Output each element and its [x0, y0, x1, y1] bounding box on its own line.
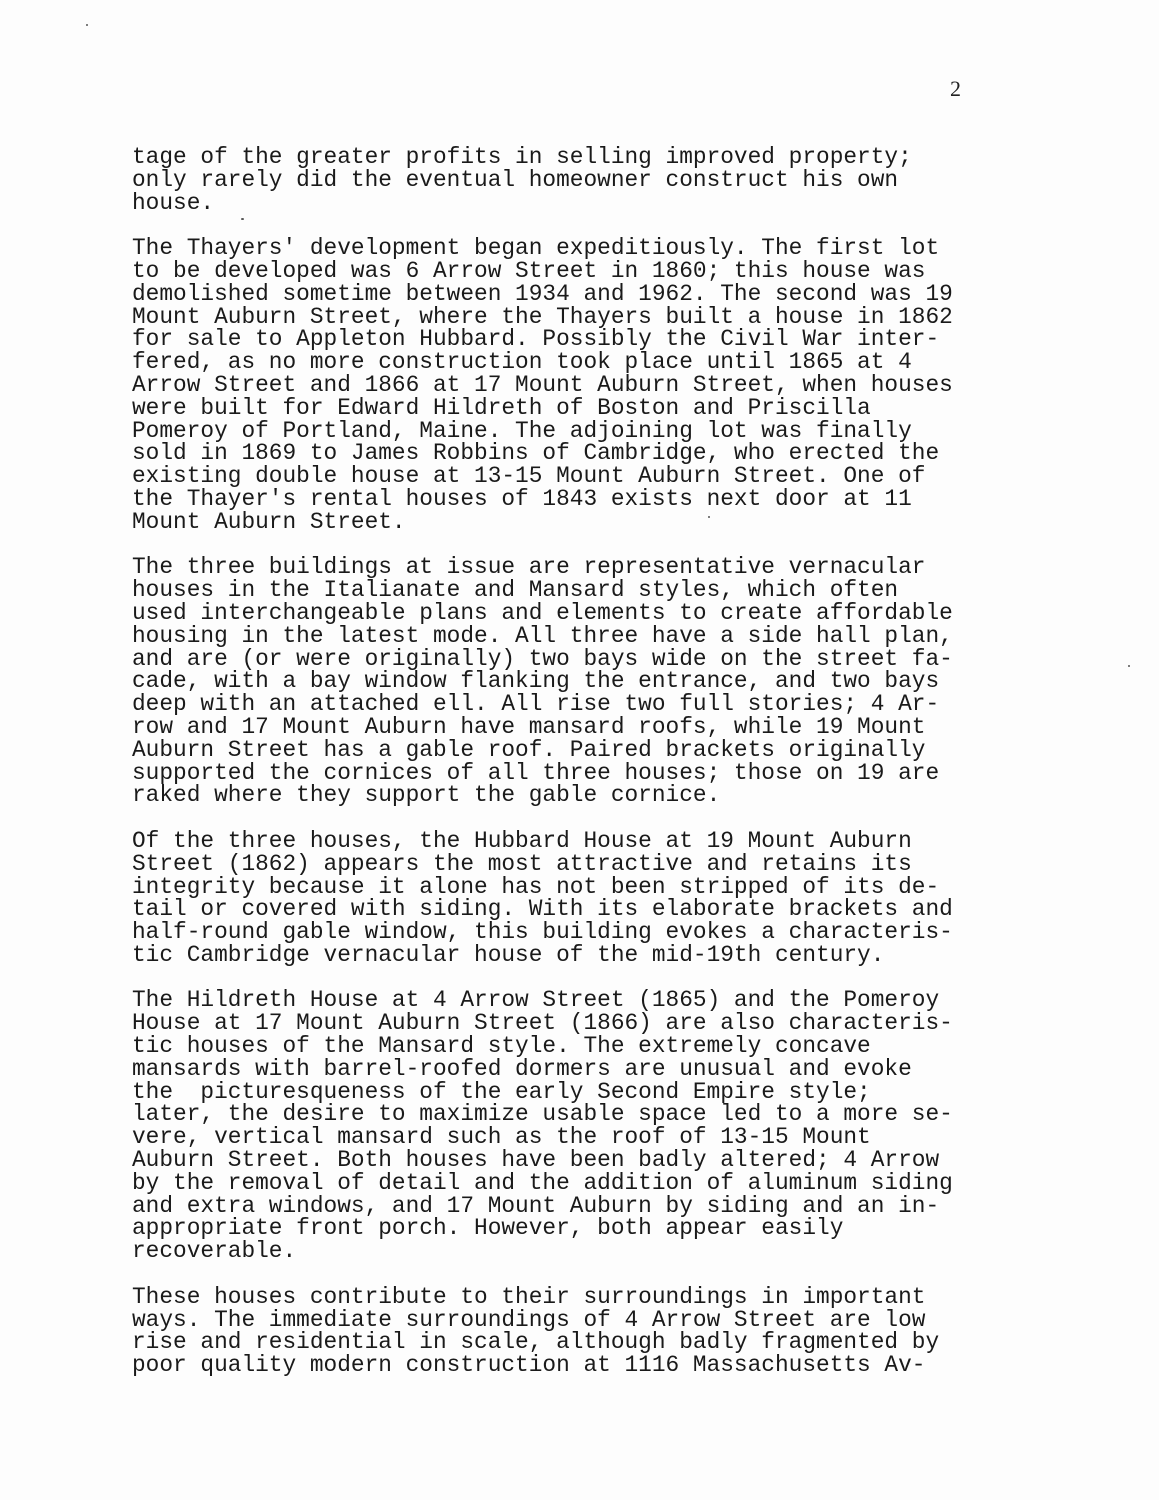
- text-line: tic houses of the Mansard style. The extremely concave: [132, 1033, 871, 1060]
- text-line: Of the three houses, the Hubbard House at 19 Mount Auburn: [132, 827, 912, 854]
- document-body: [132, 146, 962, 1400]
- text-line: ways. The immediate surroundings of 4 Arrow Street are low: [132, 1306, 926, 1333]
- text-line: rise and residential in scale, although badly fragmented by: [132, 1329, 940, 1356]
- page-number: 2: [950, 76, 961, 101]
- scan-speck: [241, 218, 244, 220]
- text-line: Street (1862) appears the most attractive and retains its: [132, 850, 912, 877]
- text-line: Mount Auburn Street, where the Thayers built a house in 1862: [132, 303, 953, 330]
- text-line: demolished sometime between 1934 and 1962. The second was 19: [132, 280, 953, 307]
- text-line: deep with an attached ell. All rise two full stories; 4 Ar-: [132, 691, 940, 718]
- text-line: and are (or were originally) two bays wide on the street fa-: [132, 645, 953, 672]
- scan-speck: [1128, 665, 1130, 667]
- text-line: were built for Edward Hildreth of Boston and Priscilla: [132, 394, 871, 421]
- paragraph: [132, 556, 962, 807]
- text-line: existing double house at 13-15 Mount Auburn Street. One of: [132, 463, 926, 490]
- text-line: to be developed was 6 Arrow Street in 1860; this house was: [132, 257, 926, 284]
- text-line: The Thayers' development began expeditiously. The first lot: [132, 235, 940, 262]
- text-line: the Thayer's rental houses of 1843 exists next door at 11: [132, 485, 912, 512]
- paragraph: [132, 827, 962, 968]
- text-line: poor quality modern construction at 1116 Massachusetts Av-: [132, 1352, 926, 1379]
- text-line: recoverable.: [132, 1238, 297, 1265]
- text-line: tage of the greater profits in selling improved property;: [132, 144, 912, 170]
- text-line: integrity because it alone has not been stripped of its de-: [132, 873, 940, 900]
- paragraph: [132, 237, 962, 533]
- text-line: for sale to Appleton Hubbard. Possibly the Civil War inter-: [132, 326, 940, 353]
- text-line: raked where they support the gable cornice.: [132, 782, 721, 809]
- text-line: by the removal of detail and the addition of aluminum siding: [132, 1169, 953, 1196]
- text-line: half-round gable window, this building evokes a characteris-: [132, 919, 953, 946]
- paragraph: [132, 1283, 962, 1379]
- text-line: row and 17 Mount Auburn have mansard roofs, while 19 Mount: [132, 713, 926, 740]
- text-line: The Hildreth House at 4 Arrow Street (1865) and the Pomeroy: [132, 987, 940, 1014]
- paragraph: [132, 146, 962, 214]
- text-line: These houses contribute to their surroundings in important: [132, 1283, 926, 1310]
- text-line: vere, vertical mansard such as the roof of 13-15 Mount: [132, 1124, 871, 1151]
- text-line: tail or covered with siding. With its elaborate brackets and: [132, 896, 953, 923]
- text-line: Pomeroy of Portland, Maine. The adjoining lot was finally: [132, 417, 912, 444]
- text-line: The three buildings at issue are representative vernacular: [132, 554, 926, 581]
- text-line: Mount Auburn Street.: [132, 508, 406, 535]
- scan-speck: [86, 24, 88, 26]
- text-line: houses in the Italianate and Mansard styles, which often: [132, 577, 899, 604]
- text-line: sold in 1869 to James Robbins of Cambridge, who erected the: [132, 440, 940, 467]
- text-line: Auburn Street has a gable roof. Paired brackets originally: [132, 736, 926, 763]
- text-line: Auburn Street. Both houses have been badly altered; 4 Arrow: [132, 1147, 940, 1174]
- text-line: tic Cambridge vernacular house of the mid-19th century.: [132, 941, 885, 968]
- text-line: the picturesqueness of the early Second Empire style;: [132, 1078, 871, 1105]
- text-line: house.: [132, 189, 215, 216]
- text-line: Arrow Street and 1866 at 17 Mount Auburn Street, when houses: [132, 371, 953, 398]
- text-line: used interchangeable plans and elements to create affordable: [132, 599, 953, 626]
- text-line: later, the desire to maximize usable space led to a more se-: [132, 1101, 953, 1128]
- text-line: only rarely did the eventual homeowner construct his own: [132, 166, 899, 193]
- text-line: appropriate front porch. However, both appear easily: [132, 1215, 844, 1242]
- text-line: fered, as no more construction took place until 1865 at 4: [132, 349, 912, 376]
- scan-speck: [708, 516, 710, 518]
- paragraph: [132, 989, 962, 1263]
- text-line: supported the cornices of all three houses; those on 19 are: [132, 759, 940, 786]
- text-line: mansards with barrel-roofed dormers are unusual and evoke: [132, 1055, 912, 1082]
- text-line: and extra windows, and 17 Mount Auburn by siding and an in-: [132, 1192, 940, 1219]
- text-line: cade, with a bay window flanking the entrance, and two bays: [132, 668, 940, 695]
- text-line: housing in the latest mode. All three have a side hall plan,: [132, 622, 953, 649]
- text-line: House at 17 Mount Auburn Street (1866) are also characteris-: [132, 1010, 953, 1037]
